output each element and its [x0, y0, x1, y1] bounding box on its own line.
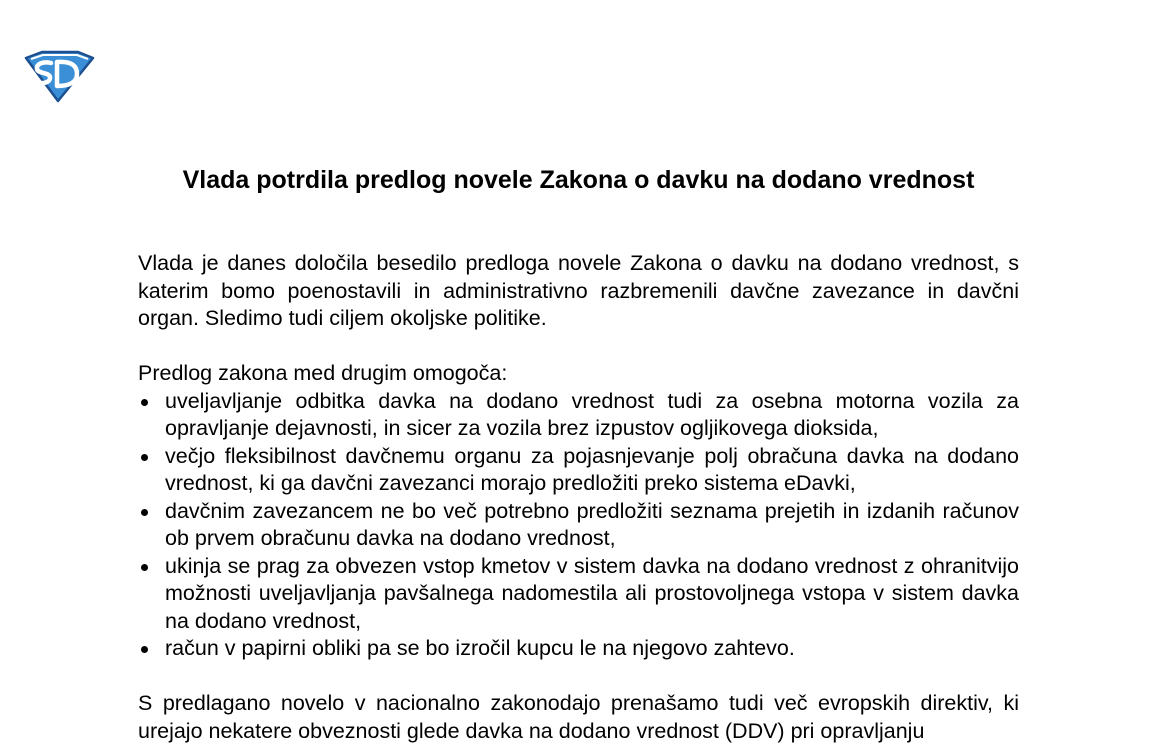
document-body [138, 250, 1019, 745]
list-item-text: davčnim zavezancem ne bo več potrebno predložiti seznama prejetih in izdanih računov ob prvem obračunu davka na dodano vrednost, [165, 498, 1019, 550]
sd-logo [22, 50, 96, 104]
paragraph-spacer [138, 333, 1019, 361]
list-item-text: večjo fleksibilnost davčnemu organu za pojasnjevanje polj obračuna davka na dodano vrednost, ki ga davčni zavezanci morajo predložiti preko sistema eDavki, [165, 443, 1019, 495]
list-item [138, 553, 1019, 636]
list-item-text: uveljavljanje odbitka davka na dodano vrednost tudi za osebna motorna vozila za opravljanje dejavnosti, in sicer za vozila brez izpustov ogljikovega dioksida, [165, 388, 1019, 440]
bullet-icon [141, 399, 148, 406]
list-item-text: ukinja se prag za obvezen vstop kmetov v sistem davka na dodano vrednost z ohranitvijo možnosti uveljavljanja pavšalnega nadomestila ali prostovoljnega vstopa v sistem davka na dodano vrednost, [165, 553, 1019, 633]
list-item [138, 498, 1019, 553]
paragraph-spacer [138, 663, 1019, 691]
list-item [138, 443, 1019, 498]
closing-paragraph: S predlagano novelo v nacionalno zakonodajo prenašamo tudi več evropskih direktiv, ki urejajo nekatere obveznosti glede davka na dodano vrednost (DDV) pri opravljanju [138, 691, 1019, 743]
document-title: Vlada potrdila predlog novele Zakona o davku na dodano vrednost [182, 166, 975, 194]
intro-paragraph: Vlada je danes določila besedilo predloga novele Zakona o davku na dodano vrednost, s katerim bomo poenostavili in administrativno razbremenili davčne zavezance in davčni organ. Sledimo tudi ciljem okoljske politike. [138, 251, 1019, 330]
list-item [138, 635, 1019, 663]
bullet-icon [141, 564, 148, 571]
bullet-icon [141, 454, 148, 461]
list-item-text: račun v papirni obliki pa se bo izročil kupcu le na njegovo zahtevo. [165, 636, 795, 660]
bullet-icon [141, 646, 148, 653]
bullet-list [138, 388, 1019, 663]
list-item [138, 388, 1019, 443]
list-intro: Predlog zakona med drugim omogoča: [138, 361, 508, 385]
bullet-icon [141, 509, 148, 516]
sd-logo-icon [22, 50, 96, 104]
